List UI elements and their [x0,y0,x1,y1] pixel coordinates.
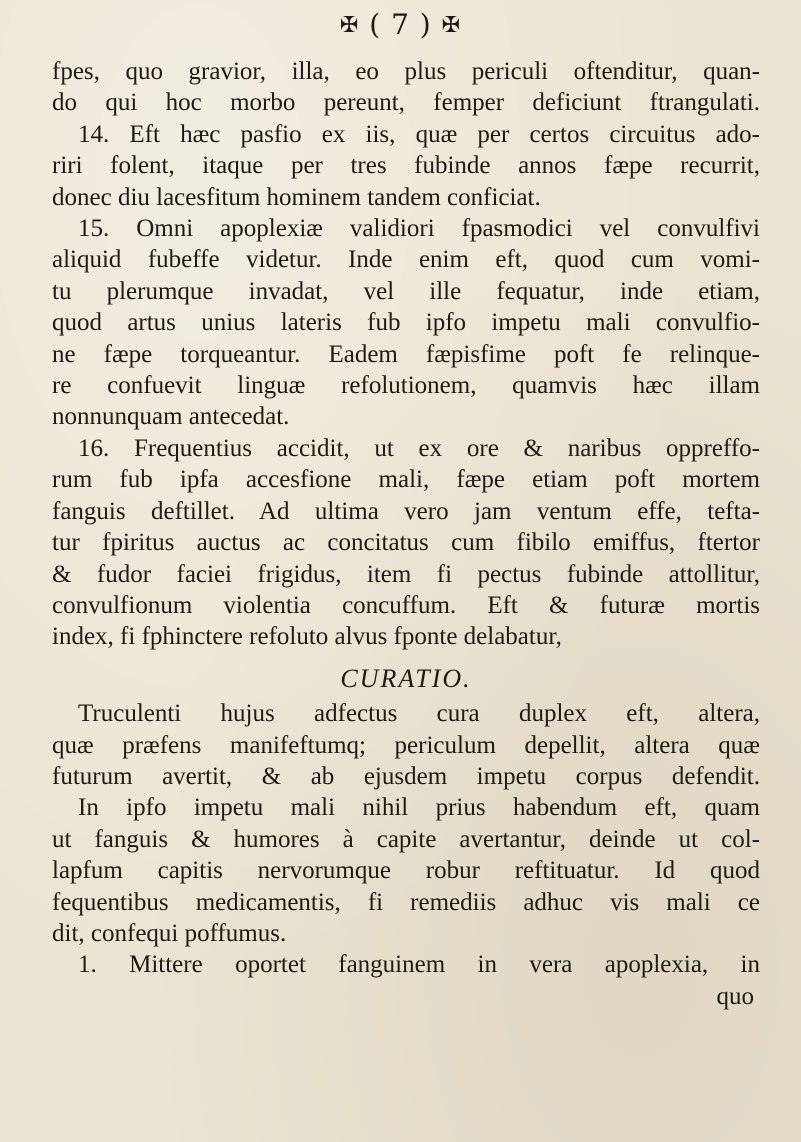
text-line: fpes, quo gravior, illa, eo plus periculi oftenditur, quan- [52,58,760,85]
text-line: rum fub ipfa accesfione mali, fæpe etiam poft mortem [52,466,760,494]
text-line: In ipfo impetu mali nihil prius habendum eft, quam [78,794,760,822]
text-line: ne fæpe torqueantur. Eadem fæpisfime poft fe relinque- [52,340,760,368]
text-line: do qui hoc morbo pereunt, femper deficiunt ftrangulati. [52,89,760,117]
text-line: quæ præfens manifeftumq; periculum depellit, altera quæ [52,731,760,759]
text-line: fanguis deftillet. Ad ultima vero jam ventum effe, tefta- [52,497,760,525]
text-line: 14. Eft hæc pasfio ex iis, quæ per certos circuitus ado- [78,120,760,148]
text-line: dit, confequi poffumus. [52,919,287,947]
text-line: fequentibus medicamentis, fi remediis adhuc vis mali ce [52,888,760,916]
page-header [0,8,801,41]
ornament-right-icon: ✠ [441,13,462,38]
ornament-left-icon: ✠ [339,13,360,38]
text-line: lapfum capitis nervorumque robur reftituatur. Id quod [52,857,760,885]
catchword: quo [716,982,754,1010]
text-line: 16. Frequentius accidit, ut ex ore & naribus oppreffo- [78,434,760,462]
section-heading: CURATIO. [340,663,472,693]
text-line: tur fpiritus auctus ac concitatus cum fibilo emiffus, ftertor [52,529,760,557]
text-line: tu plerumque invadat, vel ille fequatur, inde etiam, [52,277,760,305]
text-line: ut fanguis & humores à capite avertantur, deinde ut col- [52,825,760,853]
text-line: 1. Mittere oportet fanguinem in vera apoplexia, in [78,951,760,979]
text-line: donec diu lacesfitum hominem tandem conficiat. [52,183,541,211]
text-line: nonnunquam antecedat. [52,403,290,431]
text-line: aliquid fubeffe videtur. Inde enim eft, quod cum vomi- [52,246,760,274]
text-line: & fudor faciei frigidus, item fi pectus fubinde attollitur, [52,560,760,588]
body-text [52,56,760,1012]
text-line: quod artus unius lateris fub ipfo impetu mali convulfio- [52,309,760,337]
text-line: convulfionum violentia concuffum. Eft & futuræ mortis [52,591,760,619]
text-line: Truculenti hujus adfectus cura duplex eft, altera, [78,700,760,728]
page-number: ( 7 ) [369,8,432,41]
text-line: 15. Omni apoplexiæ validiori fpasmodici vel convulfivi [78,215,760,243]
text-line: index, fi fphinctere refoluto alvus fponte delabatur, [52,623,562,651]
text-line: riri folent, itaque per tres fubinde annos fæpe recurrit, [52,152,760,180]
text-line: re confuevit linguæ refolutionem, quamvis hæc illam [52,372,760,400]
text-line: futurum avertit, & ab ejusdem impetu corpus defendit. [52,762,760,790]
